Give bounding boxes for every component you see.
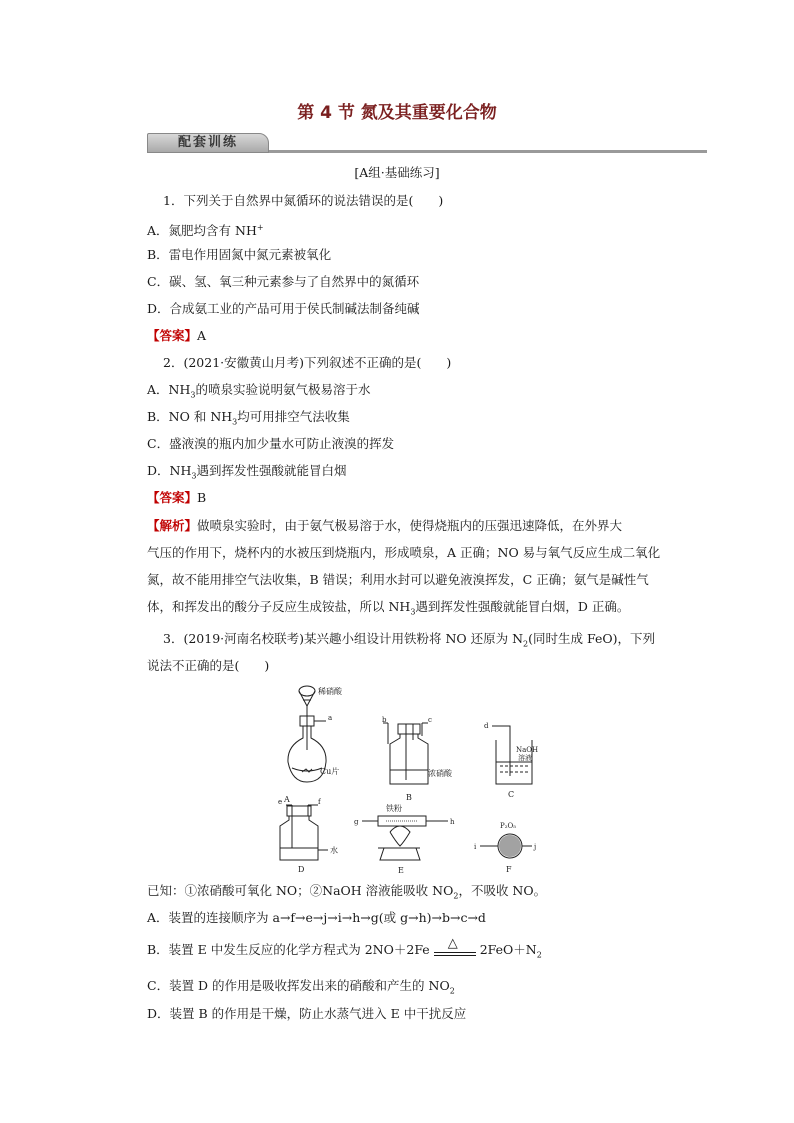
banner-label: 配套训练 [147, 133, 269, 153]
label-h: h [450, 818, 455, 826]
label-c: c [428, 716, 432, 724]
iron-powder-label: 铁粉 [386, 804, 402, 813]
heat-condition-sign: △ [434, 944, 476, 958]
q1-option-a: A．氮肥均含有 NH+ [147, 223, 264, 239]
q1-option-d: D．合成氨工业的产品可用于侯氏制碱法制备纯碱 [147, 301, 420, 316]
label-g: g [354, 818, 359, 826]
q2-option-b: B．NO 和 $NH_3$均可用排空气法收集 [147, 409, 350, 427]
banner-rule [269, 150, 707, 153]
q2-analysis: 【解析】做喷泉实验时，由于氨气极易溶于水，使得烧瓶内的压强迅速降低，在外界大 气压的作用下，烧杯内的水被压到烧瓶内，形成喷泉，A 正确；NO 易与氧气反应生成二氧化 氮，故不能用排空气法收集，B 错误；利用水封可以避免液溴挥发，C 正确；氨气是碱性气 体，和挥发出的酸分子反应生成铵盐，所以 $NH_3$遇到挥发性强酸就能冒白烟，D 正确。 [147, 518, 661, 617]
q2-option-d: D．$NH_3$遇到挥发性强酸就能冒白烟 [147, 463, 347, 481]
q3-option-d: D．装置 B 的作用是干燥，防止水蒸气进入 E 中干扰反应 [147, 1006, 467, 1021]
apparatus-f-label: F [506, 865, 512, 874]
page-title: 第 4 节 氮及其重要化合物 [297, 103, 497, 123]
solution-label: 溶液 [518, 754, 532, 762]
dilute-nitric-label: 稀硝酸 [318, 687, 342, 696]
q3-option-c: C．装置 D 的作用是吸收挥发出来的硝酸和产生的 $NO_2$ [147, 978, 455, 996]
q3-stem-line2: 说法不正确的是( ) [147, 658, 270, 673]
q1-option-c: C．碳、氢、氧三种元素参与了自然界中的氮循环 [147, 274, 420, 289]
label-b: b [382, 716, 387, 724]
cu-piece-label: Cu片 [320, 767, 340, 776]
label-e: e [278, 798, 283, 806]
q1-answer: 【答案】A [147, 328, 207, 343]
label-i: i [474, 843, 477, 851]
label-a: a [328, 714, 333, 722]
q3-stem-line1: 3．(2019·河南名校联考)某兴趣小组设计用铁粉将 NO 还原为 $N_2$(同时生成 FeO)，下列 [163, 631, 656, 649]
q3-option-b: B．装置 E 中发生反应的化学方程式为 2NO＋2Fe △ $2FeO+N_2$ [147, 935, 542, 960]
water-label: 水 [330, 846, 338, 855]
q2-answer: 【答案】B [147, 490, 207, 505]
q2-option-a: A．$NH_3$的喷泉实验说明氨气极易溶于水 [147, 382, 371, 400]
q1-stem: 1．下列关于自然界中氮循环的说法错误的是( ) [163, 193, 444, 208]
naoh-label: NaOH [516, 746, 539, 754]
q3-known: 已知：①浓硝酸可氧化 NO；②NaOH 溶液能吸收 $NO_2$，不吸收 NO。 [147, 883, 547, 901]
label-j: j [534, 843, 537, 851]
apparatus-e-label: E [398, 866, 404, 875]
q3-option-a: A．装置的连接顺序为 a→f→e→j→i→h→g(或 g→h)→b→c→d [147, 910, 486, 925]
q1-option-b: B．雷电作用固氮中氮元素被氧化 [147, 247, 332, 262]
section-banner [147, 133, 707, 155]
apparatus-c-label: C [508, 790, 515, 799]
conc-nitric-label: 浓硝酸 [428, 769, 452, 778]
label-d: d [484, 722, 489, 730]
p2o5-label: P₂O₅ [500, 822, 517, 830]
q2-stem: 2．(2021·安徽黄山月考)下列叙述不正确的是( ) [163, 355, 452, 370]
q2-option-c: C．盛液溴的瓶内加少量水可防止液溴的挥发 [147, 436, 395, 451]
apparatus-diagram [270, 680, 570, 875]
label-f: f [318, 798, 321, 806]
apparatus-a-label: A [284, 795, 290, 804]
apparatus-b-label: B [406, 793, 412, 802]
section-heading: [A组·基础练习] [354, 165, 440, 180]
apparatus-d-label: D [298, 865, 305, 874]
